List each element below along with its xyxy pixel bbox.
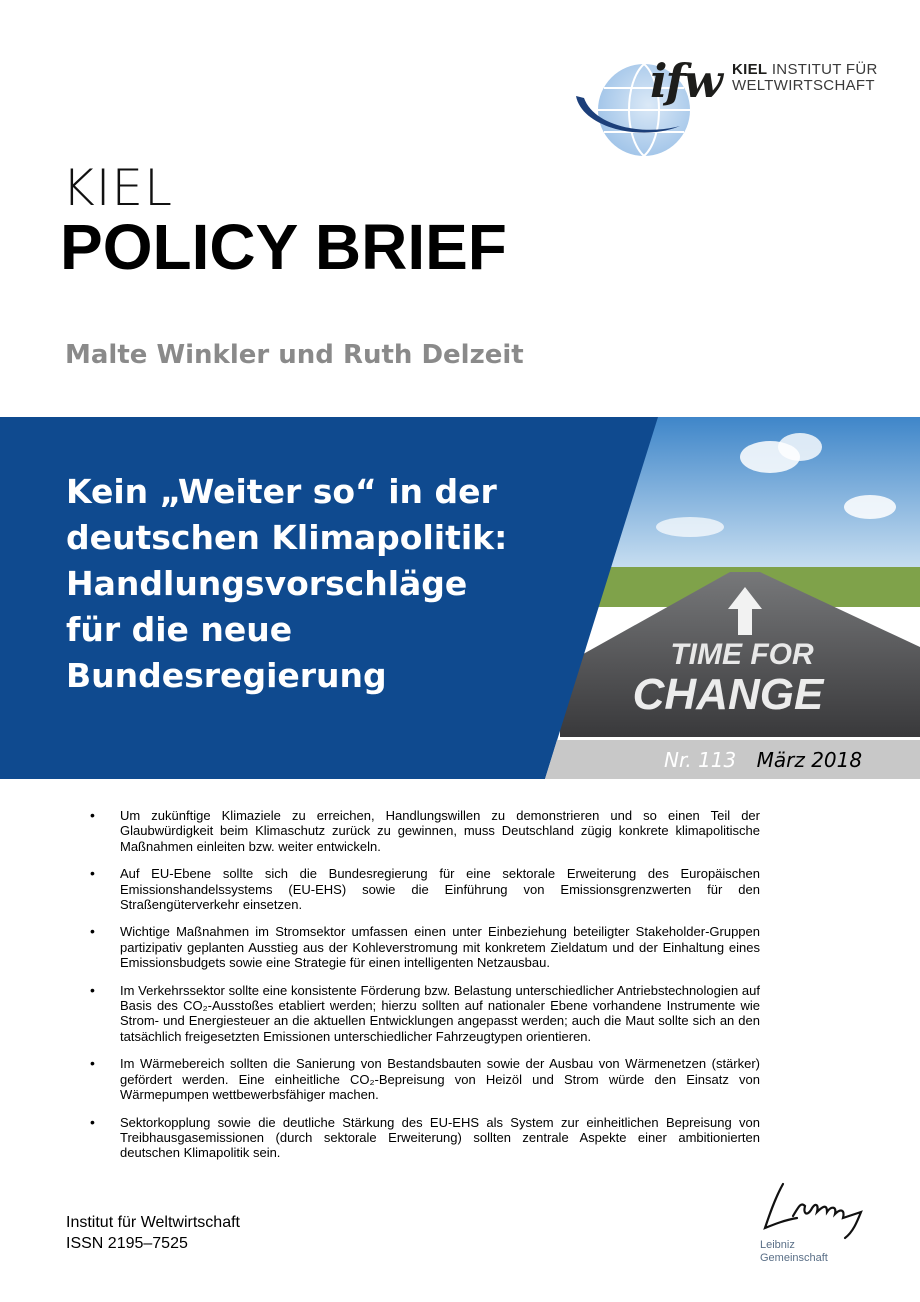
- issn-label: ISSN 2195–7525: [66, 1235, 188, 1252]
- masthead-kiel: KIEL: [62, 159, 173, 217]
- institute-name: KIEL INSTITUT FÜR WELTWIRTSCHAFT: [732, 61, 878, 94]
- list-item: • Im Wärmebereich sollten die Sanierung von Bestandsbauten sowie der Ausbau von Wärmenetzen (stärker) gefördert werden. Eine einheitliche CO₂-Bepreisung von Heizöl und Strom würde den Einsatz von Wärmepumpen wettbewerbsfähiger machen.: [90, 1056, 760, 1102]
- title-line: deutschen Klimapolitik:: [66, 518, 508, 557]
- image-text-change: CHANGE: [632, 670, 824, 719]
- title-line: Handlungsvorschläge: [66, 564, 468, 603]
- footer: [66, 1212, 240, 1254]
- list-item: • Sektorkopplung sowie die deutliche Stärkung des EU-EHS als System zur einheitlichen Bepreisung von Treibhausgasemissionen (durch sektorale Erweiterung) sollten zentrale Aspekte einer ambitionierten deutschen Klimapolitik sein.: [90, 1115, 760, 1161]
- list-item: • Im Verkehrssektor sollte eine konsistente Förderung bzw. Belastung unterschiedlicher Antriebstechnologien auf Basis des CO₂-Ausstoßes etabliert werden; hierzu sollten auf nationaler Ebene vorhandene Instrumente wie Strom- und Energiesteuer an die aktuellen Entwicklungen angepasst werden; auch die Maut sollte sich an den tatsächlich freigesetzten Emissionen unterschiedlicher Fahrzeugtypen orientieren.: [90, 983, 760, 1045]
- title-line: Bundesregierung: [66, 656, 387, 695]
- authors: Malte Winkler und Ruth Delzeit: [65, 340, 524, 370]
- leibniz-name: Leibniz Gemeinschaft: [760, 1239, 828, 1264]
- ifw-logo: [572, 52, 892, 162]
- title-line: für die neue: [66, 610, 293, 649]
- list-item: • Wichtige Maßnahmen im Stromsektor umfassen einen unter Einbeziehung beteiligter Stakeholder-Gruppen partizipativ geplanten Ausstieg aus der Kohleverstromung mit konkretem Zieldatum und der Einhaltung eines Emissionsbudgets sowie eine Strategie für einen intelligenten Netzausbau.: [90, 924, 760, 970]
- list-item: • Auf EU-Ebene sollte sich die Bundesregierung für eine sektorale Erweiterung des Europäischen Emissionshandelssystems (EU-EHS) sowie die Einführung von Emissionsgrenzwerten für den Straßengüterverkehr einsetzen.: [90, 866, 760, 912]
- masthead-series: POLICY BRIEF: [60, 211, 507, 283]
- institute-label: Institut für Weltwirtschaft: [66, 1214, 240, 1231]
- issue-info: [664, 745, 862, 775]
- leibniz-signature-icon: [745, 1176, 885, 1240]
- image-text-time-for: TIME FOR: [670, 638, 814, 671]
- issue-number: Nr. 113: [664, 748, 737, 772]
- leibniz-logo: [745, 1176, 885, 1276]
- issue-date: März 2018: [756, 748, 863, 772]
- ifw-wordmark: ifw: [650, 54, 721, 108]
- list-item: • Um zukünftige Klimaziele zu erreichen, Handlungswillen zu demonstrieren und so einen Teil der Glaubwürdigkeit beim Klimaschutz zurück zu gewinnen, muss Deutschland zügig konkrete klimapolitische Maßnahmen einleiten bzw. weiter entwickeln.: [90, 808, 760, 854]
- title-line: Kein „Weiter so“ in der: [66, 472, 497, 511]
- brief-title: [66, 469, 586, 699]
- key-points-list: [90, 808, 760, 1173]
